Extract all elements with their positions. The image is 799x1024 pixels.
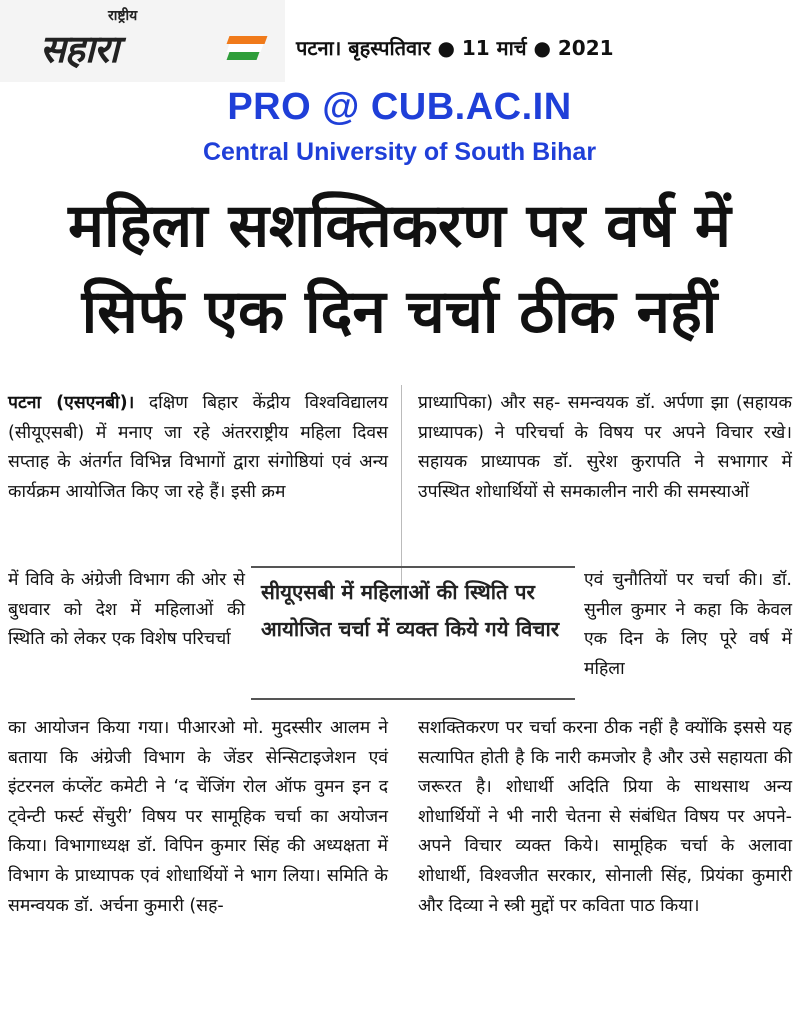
- article-text: दक्षिण बिहार केंद्रीय विश्वविद्यालय (सीयूएसबी) में मनाए जा रहे अंतरराष्ट्रीय महिला दिवस सप्ताह के अंतर्गत विभिन्न विभागों द्वारा संगोष्ठियां एवं अन्य कार्यक्रम आयोजित किए जा रहे हैं। इसी क्रम: [8, 393, 388, 502]
- article-col1-mid: में विवि के अंग्रेजी विभाग की ओर से बुधवार को देश में महिलाओं की स्थिति को लेकर एक विशेष परिचर्चा: [8, 570, 245, 650]
- article-col2-top: प्राध्यापिका) और सह- समन्वयक डॉ. अर्पणा झा (सहायक प्राध्यापक) ने परिचर्चा के विषय पर अपने विचार रखे। सहायक प्राध्यापक डॉ. सुरेश कुरापति ने सभागार में उपस्थित शोधार्थियों से समकालीन नारी की समस्याओं: [418, 393, 792, 502]
- edition-dateline: पटना। बृहस्पतिवार ● 11 मार्च ● 2021: [296, 36, 614, 60]
- article-col2-mid: एवं चुनौतियों पर चर्चा की। डॉ. सुनील कुमार ने कहा कि केवल एक दिन के लिए पूरे वर्ष में महिला: [584, 570, 792, 679]
- headline-line-2: सिर्फ एक दिन चर्चा ठीक नहीं: [81, 277, 718, 347]
- column-divider: [401, 385, 402, 585]
- university-name: Central University of South Bihar: [202, 138, 597, 166]
- headline-line-1: महिला सशक्तिकरण पर वर्ष में: [68, 191, 731, 261]
- article-dateline: पटना (एसएनबी)।: [8, 393, 135, 413]
- pull-quote-text: सीयूएसबी में महिलाओं की स्थिति पर आयोजित चर्चा में व्यक्त किये गये विचार: [261, 580, 560, 641]
- masthead: [0, 0, 799, 82]
- pro-email-header: PRO @ CUB.AC.IN: [227, 86, 572, 128]
- newspaper-logo: [0, 0, 285, 82]
- tricolor-flag-icon: [228, 36, 268, 60]
- article-col1-bottom: का आयोजन किया गया। पीआरओ मो. मुदस्सीर आलम ने बताया कि अंग्रेजी विभाग के जेंडर सेन्सिटाइजेशन एवं इंटरनल कंप्लेंट कमेटी ने ‘द चेंजिंग रोल ऑफ वुमन इन द ट्वेन्टी फर्स्ट सेंचुरी’ विषय पर सामूहिक चर्चा का अयोजन किया। विभागाध्यक्ष डॉ. विपिन कुमार सिंह की अध्यक्षता में विभाग के प्राध्यापक एवं शोधार्थियों ने भाग लिया। समिति के समन्वयक डॉ. अर्चना कुमारी (सह-: [8, 718, 388, 916]
- article-col2-bottom: सशक्तिकरण पर चर्चा करना ठीक नहीं है क्योंकि इससे यह सत्यापित होती है कि नारी कमजोर है और उसे सहायता की जरूरत है। शोधार्थी अदिति प्रिया के साथसाथ अन्य शोधार्थियों ने भी नारी चेतना से संबंधित विषय पर अपने-अपने विचार व्यक्त किये। सामूहिक चर्चा के अलावा शोधार्थी, विश्वजीत सरकार, सोनाली सिंह, प्रियंका कुमारी और दिव्या ने स्त्री मुद्दों पर कविता पाठ किया।: [418, 718, 792, 916]
- logo-main-text: सहारा: [40, 27, 119, 71]
- logo-small-text: राष्ट्रीय: [108, 8, 138, 24]
- pull-quote-box: [251, 566, 575, 700]
- article-col1-top: [8, 389, 388, 507]
